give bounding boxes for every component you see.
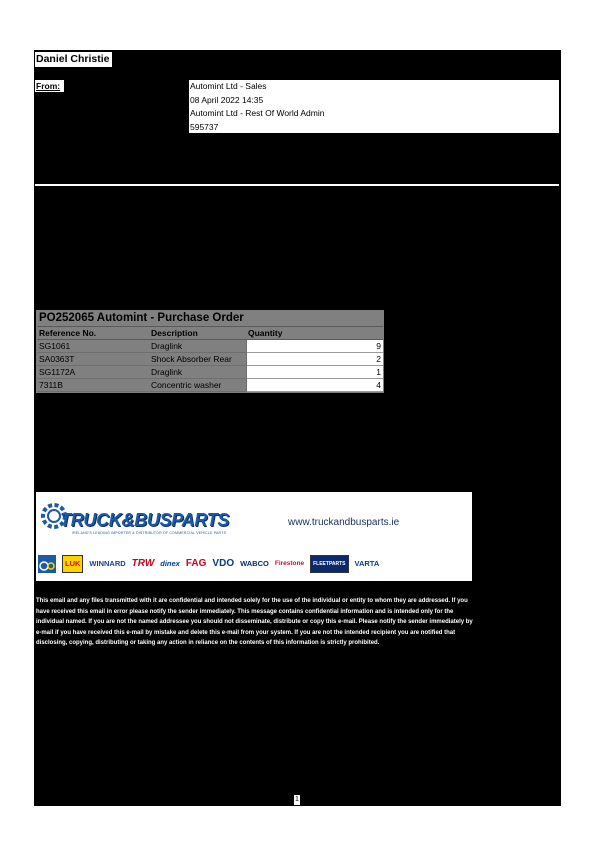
cell-reference: SA0363T — [37, 353, 149, 366]
divider — [35, 184, 559, 186]
table-row — [37, 379, 383, 392]
column-header-reference: Reference No. — [37, 327, 149, 340]
cell-reference: SG1061 — [37, 340, 149, 353]
brand-logos — [36, 552, 472, 576]
document-page — [34, 50, 561, 806]
cell-quantity: 2 — [246, 353, 383, 366]
website-link[interactable]: www.truckandbusparts.ie — [288, 517, 400, 528]
table-header-row — [37, 327, 383, 340]
subject-value: 595737 — [190, 121, 219, 132]
cell-description: Draglink — [149, 340, 246, 353]
brand-logo: TRW — [131, 558, 155, 569]
cell-description: Draglink — [149, 366, 246, 379]
brand-logo: Firestone — [274, 560, 305, 567]
brand-logo: WINNARD — [89, 559, 126, 568]
table-row — [37, 353, 383, 366]
table-row — [37, 340, 383, 353]
cell-quantity: 9 — [246, 340, 383, 353]
cell-reference: SG1172A — [37, 366, 149, 379]
brand-logo: LUK — [62, 555, 83, 573]
cell-quantity: 4 — [246, 379, 383, 392]
column-header-description: Description — [149, 327, 246, 340]
purchase-order-table — [36, 310, 384, 393]
from-label: From: — [35, 80, 64, 92]
brand-logo: dinex — [160, 559, 180, 568]
cell-reference: 7311B — [37, 379, 149, 392]
sent-value: 08 April 2022 14:35 — [190, 94, 264, 105]
brand-logo: WABCO — [240, 559, 269, 568]
to-value: Automint Ltd - Rest Of World Admin — [190, 108, 325, 118]
sender-name: Daniel Christie — [36, 53, 110, 65]
confidentiality-disclaimer: This email and any files transmitted with it are confidential and intended solely for the use of the individual or entity to whom they are addressed. If you have received this email in error please notify the sender immediately. This message contains confidential information and is intended only for the individual named. If you are not the named addressee you should not disseminate, distribute or copy this e-mail. Please notify the sender immediately by e-mail if you have received this e-mail by mistake and delete this e-mail from your system. If you are not the intended recipient you are notified that disclosing, copying, distributing or taking any action in reliance on the contents of this information is strictly prohibited. — [36, 598, 473, 646]
from-value: Automint Ltd - Sales — [190, 81, 267, 91]
brand-logo: FLEETPARTS — [310, 555, 348, 573]
bus-icon — [38, 555, 56, 573]
brand-logo: VDO — [212, 558, 235, 569]
logo-tagline: IRELAND'S LEADING IMPORTER & DISTRIBUTOR OF COMMERCIAL VEHICLE PARTS — [72, 531, 227, 535]
brand-logo: VARTA — [354, 559, 380, 568]
brand-logo: FAG — [185, 558, 207, 569]
cell-quantity: 1 — [246, 366, 383, 379]
cell-description: Shock Absorber Rear — [149, 353, 246, 366]
company-banner — [36, 492, 472, 581]
email-header-fields — [189, 80, 559, 133]
company-logo: TRUCK&BUSPARTS — [60, 510, 230, 530]
table-row — [37, 366, 383, 379]
column-header-quantity: Quantity — [246, 327, 383, 340]
page-number: 1 — [295, 796, 299, 803]
cell-description: Concentric washer — [149, 379, 246, 392]
purchase-order-title: PO252065 Automint - Purchase Order — [37, 311, 383, 327]
